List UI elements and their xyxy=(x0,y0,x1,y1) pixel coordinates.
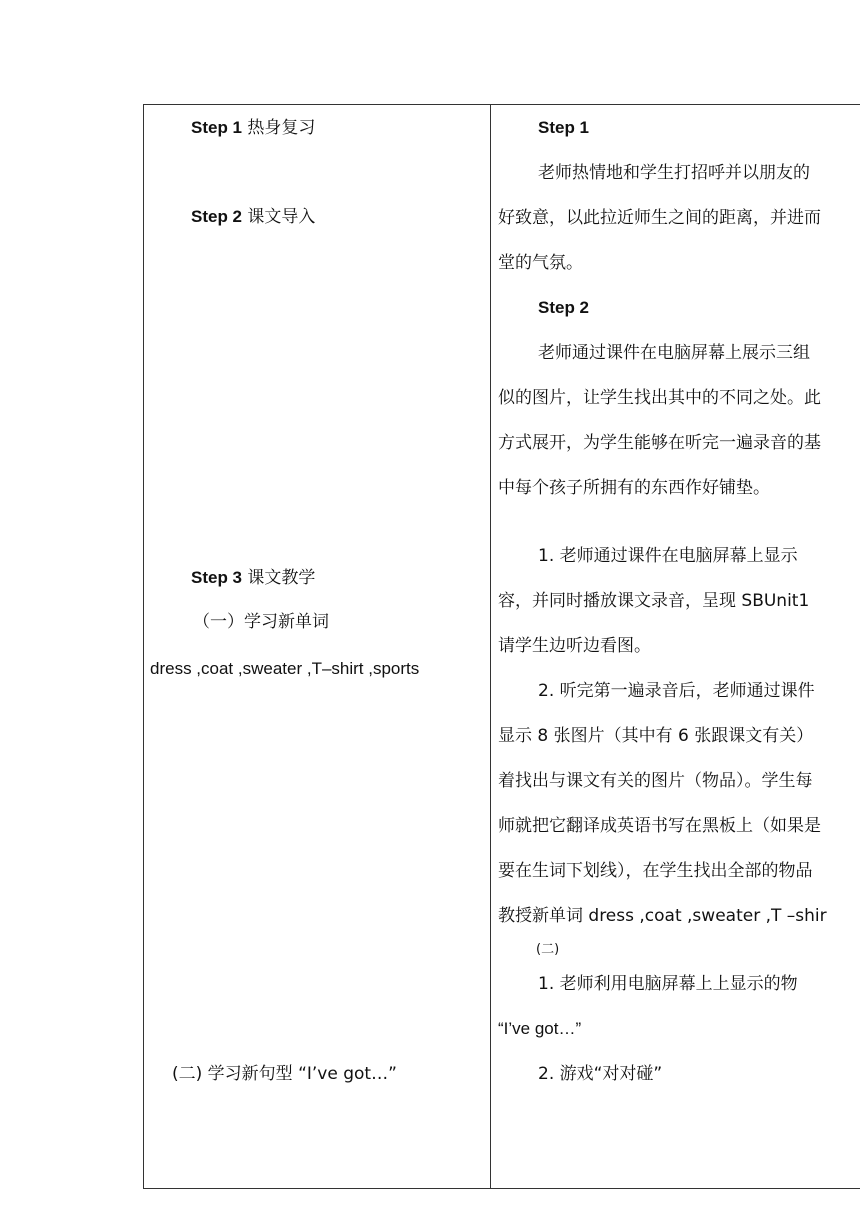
left-step3-label: Step 3 xyxy=(191,568,243,587)
left-step2-text: 课文导入 xyxy=(242,207,316,227)
right-s3-p1-line1: 1. 老师通过课件在电脑屏幕上显示 xyxy=(538,546,798,566)
right-s3-p1-line3: 请学生边听边看图。 xyxy=(498,636,651,656)
left-step2 xyxy=(191,207,315,227)
right-s3-p2-line5: 要在生词下划线），在学生找出全部的物品 xyxy=(498,861,813,881)
left-step1-label: Step 1 xyxy=(191,118,243,137)
column-divider xyxy=(490,104,491,1188)
right-s3-p2-line3: 着找出与课文有关的图片（物品）。学生每 xyxy=(498,771,813,791)
right-s3-p4-line1: 2. 游戏“对对碰” xyxy=(538,1064,663,1084)
right-s2-line2: 似的图片，让学生找出其中的不同之处。此 xyxy=(498,388,821,408)
right-s3-sub2: (二) xyxy=(536,942,560,957)
right-s3-p2-line4: 师就把它翻译成英语书写在黑板上（如果是 xyxy=(498,816,821,836)
right-s2-line3: 方式展开，为学生能够在听完一遍录音的基 xyxy=(498,433,821,453)
left-sub2: (二) 学习新句型 “I’ve got…” xyxy=(172,1064,397,1084)
right-s2-line4: 中每个孩子所拥有的东西作好铺垫。 xyxy=(498,478,770,498)
right-s1-line2: 好致意，以此拉近师生之间的距离，并进而 xyxy=(498,208,821,228)
right-s3-p2-line6: 教授新单词 dress ,coat ,sweater ,T –shir xyxy=(498,906,827,926)
right-s3-p2-line2: 显示 8 张图片（其中有 6 张跟课文有关） xyxy=(498,726,814,746)
left-step2-label: Step 2 xyxy=(191,207,243,226)
right-s1-line3: 堂的气氛。 xyxy=(498,253,583,273)
left-step1-text: 热身复习 xyxy=(242,118,316,138)
right-s3-p2-line1: 2. 听完第一遍录音后，老师通过课件 xyxy=(538,681,815,701)
right-s2-line1: 老师通过课件在电脑屏幕上展示三组 xyxy=(538,343,810,363)
right-s1-line1: 老师热情地和学生打招呼并以朋友的 xyxy=(538,163,810,183)
left-step3-text: 课文教学 xyxy=(242,568,316,588)
right-step2-label: Step 2 xyxy=(538,298,590,317)
right-s3-p3-line2: “I’ve got…” xyxy=(498,1019,582,1038)
left-step1 xyxy=(191,118,315,138)
right-step1-label: Step 1 xyxy=(538,118,590,137)
left-sub1: （一）学习新单词 xyxy=(193,612,329,632)
left-step3 xyxy=(191,568,315,588)
right-s3-p1-line2: 容，并同时播放课文录音，呈现 SBUnit1 xyxy=(498,591,810,611)
right-s3-p3-line1: 1. 老师利用电脑屏幕上上显示的物 xyxy=(538,974,798,994)
left-words: dress ,coat ,sweater ,T–shirt ,sports xyxy=(150,659,420,678)
